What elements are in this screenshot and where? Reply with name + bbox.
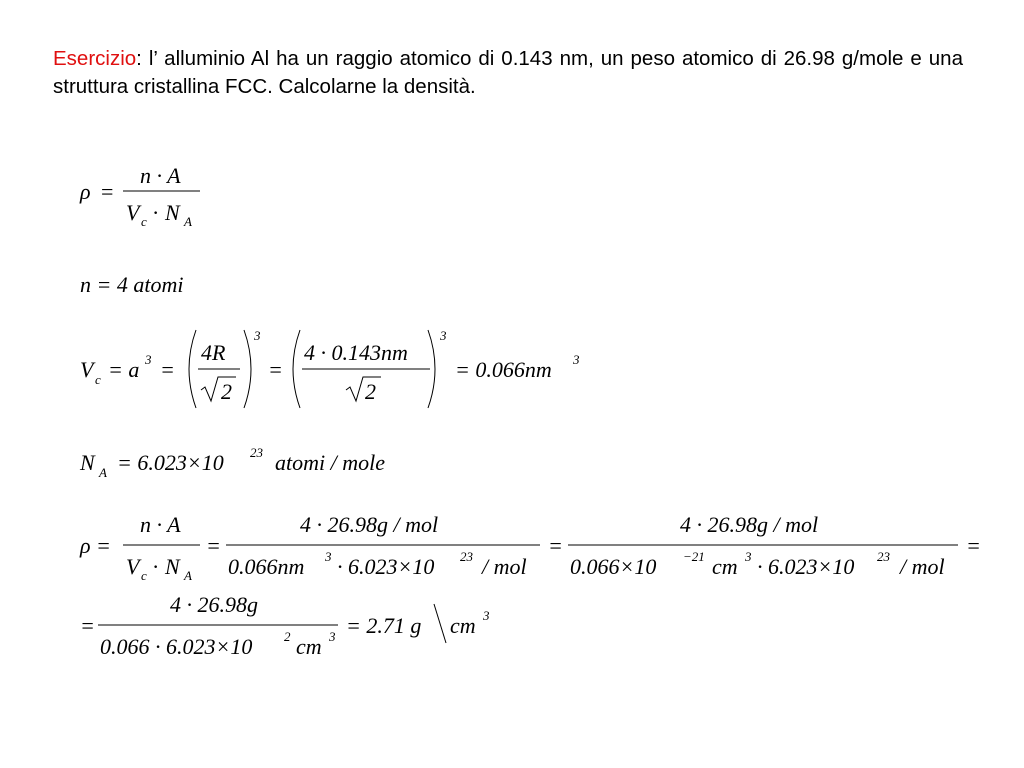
denominator-exponent: 23 (460, 549, 473, 564)
equals-sign: = (160, 357, 175, 382)
volume-subscript: c (141, 568, 147, 583)
dot-operator: · (152, 554, 160, 579)
avogadro-formula (79, 445, 385, 480)
equals-sign: = (966, 533, 981, 558)
density-value: = 2.71 g (346, 613, 422, 638)
avogadro-symbol: N (165, 200, 180, 225)
fraction-numerator: 4 · 26.98g / mol (680, 512, 819, 537)
a-exponent: 3 (145, 352, 152, 367)
denominator-exponent: 3 (329, 629, 336, 644)
avogadro-unit: atomi / mole (275, 450, 385, 475)
right-paren (244, 330, 251, 408)
fraction-numerator: n · A (140, 163, 181, 188)
equals-sign: = (548, 533, 563, 558)
denominator-part: 0.066×10 (570, 554, 657, 579)
exercise-keyword: Esercizio (53, 47, 137, 70)
denominator-exponent: −21 (683, 549, 705, 564)
denominator-exponent: 2 (284, 629, 291, 644)
fraction-denominator: 2 (221, 379, 232, 404)
volume-symbol: V (80, 357, 94, 382)
avogadro-value: = 6.023×10 (117, 450, 224, 475)
avogadro-symbol: N (80, 450, 95, 475)
volume-subscript: c (95, 372, 101, 387)
density-unit: cm (450, 613, 476, 638)
avogadro-subscript: A (184, 214, 192, 229)
result-exponent: 3 (573, 352, 580, 367)
exercise-text: : l’ alluminio Al ha un raggio atomico di 0.143 nm, un peso atomico di 26.98 g/mole e una struttura cristallina FCC. Calcolarne la densità. (53, 47, 963, 98)
density-result (80, 592, 490, 659)
atoms-per-cell: n = 4 atomi (80, 272, 184, 297)
cell-volume-formula (80, 328, 580, 408)
avogadro-subscript: A (184, 568, 192, 583)
slash-divider (434, 604, 446, 643)
denominator-part: 0.066 · 6.023×10 (100, 634, 253, 659)
fraction-numerator: 4R (201, 340, 226, 365)
volume-symbol: V (126, 200, 140, 225)
denominator-part: cm (296, 634, 322, 659)
equals-sign: = (268, 357, 283, 382)
fraction-numerator: 4 · 0.143nm (304, 340, 408, 365)
rho-equals: ρ = (80, 533, 111, 558)
volume-subscript: c (141, 214, 147, 229)
equals-a: = a (108, 357, 140, 382)
equals-sign: = (101, 179, 114, 204)
denominator-part: / mol (900, 554, 945, 579)
avogadro-subscript: A (99, 465, 107, 480)
dot-operator: · (152, 200, 160, 225)
volume-result: = 0.066nm (455, 357, 552, 382)
equals-sign: = (206, 533, 221, 558)
unit-exponent: 3 (483, 608, 490, 623)
fraction-numerator: 4 · 26.98g / mol (300, 512, 439, 537)
density-calculation (79, 512, 981, 583)
denominator-part: cm (712, 554, 738, 579)
left-paren (293, 330, 300, 408)
paren-exponent: 3 (440, 328, 447, 343)
left-paren (189, 330, 196, 408)
denominator-part: · 6.023×10 (337, 554, 435, 579)
fraction-numerator: n · A (140, 512, 181, 537)
denominator-exponent: 3 (325, 549, 332, 564)
denominator-exponent: 3 (745, 549, 752, 564)
fraction-numerator: 4 · 26.98g (170, 592, 258, 617)
fraction-denominator: 2 (365, 379, 376, 404)
denominator-part: / mol (482, 554, 527, 579)
rho-symbol: ρ (80, 179, 91, 204)
avogadro-symbol: N (165, 554, 180, 579)
denominator-part: 0.066nm (228, 554, 305, 579)
density-formula (79, 163, 200, 229)
equals-sign: = (80, 613, 95, 638)
avogadro-exponent: 23 (250, 445, 263, 460)
paren-exponent: 3 (254, 328, 261, 343)
denominator-exponent: 23 (877, 549, 890, 564)
volume-symbol: V (126, 554, 140, 579)
denominator-part: · 6.023×10 (757, 554, 855, 579)
